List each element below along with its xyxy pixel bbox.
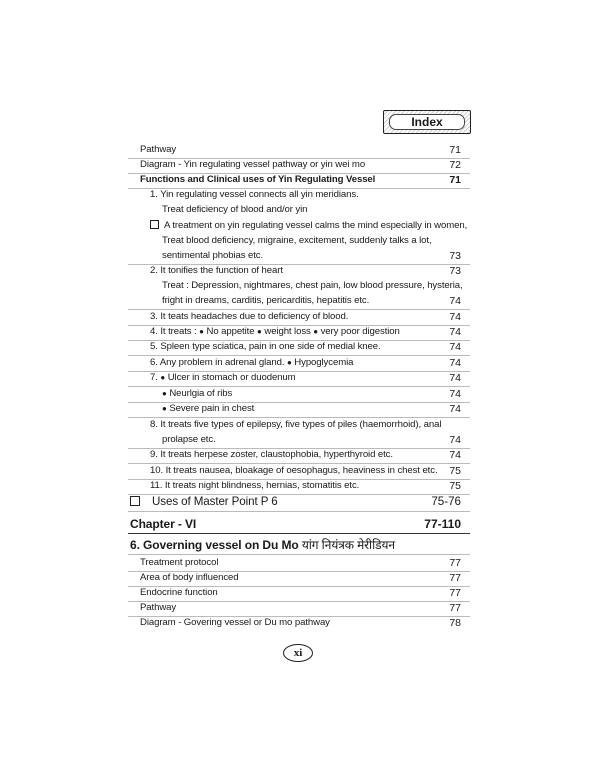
toc-entry-page: 74 bbox=[449, 403, 461, 415]
toc-entry-page: 74 bbox=[449, 372, 461, 384]
chapter-divider bbox=[128, 533, 470, 534]
toc-entry-bulleted bbox=[162, 388, 232, 400]
toc-entry-text: Uses of Master Point P 6 bbox=[152, 495, 278, 508]
toc-entry-page: 73 bbox=[449, 250, 461, 262]
toc-entry-text: 10. It treats nausea, bloakage of oesophagus, heaviness in chest etc. bbox=[150, 465, 438, 476]
toc-entry-text: Diagram - Govering vessel or Du mo pathway bbox=[140, 617, 330, 628]
bullet-item: No appetite bbox=[206, 326, 255, 337]
toc-entry-page: 77 bbox=[449, 587, 461, 599]
toc-entry-text: Endocrine function bbox=[140, 587, 218, 598]
section-heading: Functions and Clinical uses of Yin Regulating Vessel bbox=[140, 174, 376, 185]
toc-entry-page: 78 bbox=[449, 617, 461, 629]
toc-entry-bulleted bbox=[150, 357, 353, 369]
chapter-page-range: 77-110 bbox=[424, 517, 461, 531]
toc-entry-text: Pathway bbox=[140, 144, 177, 155]
toc-entry-bulleted bbox=[150, 326, 400, 338]
page-number: xi bbox=[283, 644, 313, 662]
toc-entry-page: 75-76 bbox=[431, 495, 461, 508]
toc-entry-text: 8. It treats five types of epilepsy, five types of piles (haemorrhoid), anal bbox=[150, 419, 442, 430]
toc-entry-text: 6. Any problem in adrenal gland. bbox=[150, 357, 285, 368]
toc-entry-page: 71 bbox=[449, 144, 461, 156]
toc-entry-text: prolapse etc. bbox=[162, 434, 216, 445]
toc-entry-text: Area of body influenced bbox=[140, 572, 239, 583]
toc-entry-bulleted bbox=[150, 372, 296, 384]
section-heading-text: 6. Governing vessel on Du Mo bbox=[130, 538, 299, 552]
toc-entry-page: 72 bbox=[449, 159, 461, 171]
toc-entry-text: fright in dreams, carditis, pericarditis, hepatitis etc. bbox=[162, 295, 370, 306]
row-divider bbox=[128, 309, 470, 310]
bullet-item: very poor digestion bbox=[320, 326, 400, 337]
toc-entry-page: 74 bbox=[449, 341, 461, 353]
bullet-icon: ● bbox=[257, 327, 262, 336]
toc-entry-text: Treat deficiency of blood and/or yin bbox=[162, 204, 308, 215]
toc-entry-page: 75 bbox=[449, 480, 461, 492]
toc-entry-boxed bbox=[150, 220, 467, 232]
row-divider bbox=[128, 463, 470, 464]
toc-entry-page: 74 bbox=[449, 434, 461, 446]
toc-entry-text: Pathway bbox=[140, 602, 177, 613]
row-divider bbox=[128, 554, 470, 555]
toc-entry-text: Diagram - Yin regulating vessel pathway or yin wei mo bbox=[140, 159, 366, 170]
toc-entry-text: 1. Yin regulating vessel connects all yin meridians. bbox=[150, 189, 359, 200]
toc-entry-page: 77 bbox=[449, 557, 461, 569]
toc-entry-text: 2. It tonifies the function of heart bbox=[150, 265, 283, 276]
toc-entry-page: 74 bbox=[449, 326, 461, 338]
section-heading-hindi: यांग नियंत्रक मेरीडियन bbox=[301, 538, 395, 552]
bullet-item: weight loss bbox=[264, 326, 311, 337]
toc-entry-text: Treat : Depression, nightmares, chest pain, low blood pressure, hysteria, bbox=[162, 280, 463, 291]
toc-entry-text: Treat blood deficiency, migraine, excitement, suddenly talks a lot, bbox=[162, 235, 432, 246]
toc-entry-page: 71 bbox=[449, 174, 461, 186]
bullet-icon: ● bbox=[160, 373, 166, 382]
bullet-icon: ● bbox=[313, 327, 319, 336]
toc-entry-text: 3. It teats headaches due to deficiency of blood. bbox=[150, 311, 349, 322]
toc-entry-text: 7. bbox=[150, 372, 158, 383]
toc-entry-text: 9. It treats herpese zoster, claustophobia, hyperthyroid etc. bbox=[150, 449, 393, 460]
row-divider bbox=[128, 601, 470, 602]
bullet-icon: ● bbox=[286, 358, 292, 367]
index-tab-label: Index bbox=[389, 114, 465, 130]
bullet-item: Severe pain in chest bbox=[169, 403, 255, 414]
toc-entry-text: 4. It treats : bbox=[150, 326, 197, 337]
toc-entry-text: A treatment on yin regulating vessel calms the mind especially in women, bbox=[164, 220, 468, 231]
toc-entry-text: sentimental phobias etc. bbox=[162, 250, 264, 261]
chapter-heading: Chapter - VI bbox=[130, 517, 197, 531]
toc-entry-page: 77 bbox=[449, 572, 461, 584]
toc-entry-boxed bbox=[130, 496, 278, 508]
checkbox-icon bbox=[150, 220, 159, 229]
toc-entry-page: 74 bbox=[449, 311, 461, 323]
bullet-item: Ulcer in stomach or duodenum bbox=[167, 372, 296, 383]
toc-entry-page: 74 bbox=[449, 295, 461, 307]
toc-entry-page: 74 bbox=[449, 388, 461, 400]
toc-entry-text: Treatment protocol bbox=[140, 557, 219, 568]
toc-entry-page: 75 bbox=[449, 465, 461, 477]
bullet-item: Neurlgia of ribs bbox=[169, 388, 233, 399]
bullet-icon: ● bbox=[162, 389, 167, 398]
bullet-item: Hypoglycemia bbox=[294, 357, 354, 368]
toc-entry-page: 74 bbox=[449, 449, 461, 461]
toc-entry-page: 77 bbox=[449, 602, 461, 614]
bullet-icon: ● bbox=[199, 327, 204, 336]
toc-entry-text: 5. Spleen type sciatica, pain in one side of medial knee. bbox=[150, 341, 381, 352]
row-divider bbox=[128, 417, 470, 418]
checkbox-icon bbox=[130, 496, 140, 506]
bullet-icon: ● bbox=[162, 404, 167, 413]
section-heading bbox=[130, 539, 395, 551]
toc-entry-page: 74 bbox=[449, 357, 461, 369]
toc-entry-page: 73 bbox=[449, 265, 461, 277]
row-divider bbox=[128, 386, 470, 387]
index-tab bbox=[383, 110, 471, 134]
toc-entry-text: 11. It treats night blindness, hernias, stomatitis etc. bbox=[150, 480, 360, 491]
row-divider bbox=[128, 511, 470, 512]
toc-entry-bulleted bbox=[162, 403, 254, 415]
row-divider bbox=[128, 355, 470, 356]
